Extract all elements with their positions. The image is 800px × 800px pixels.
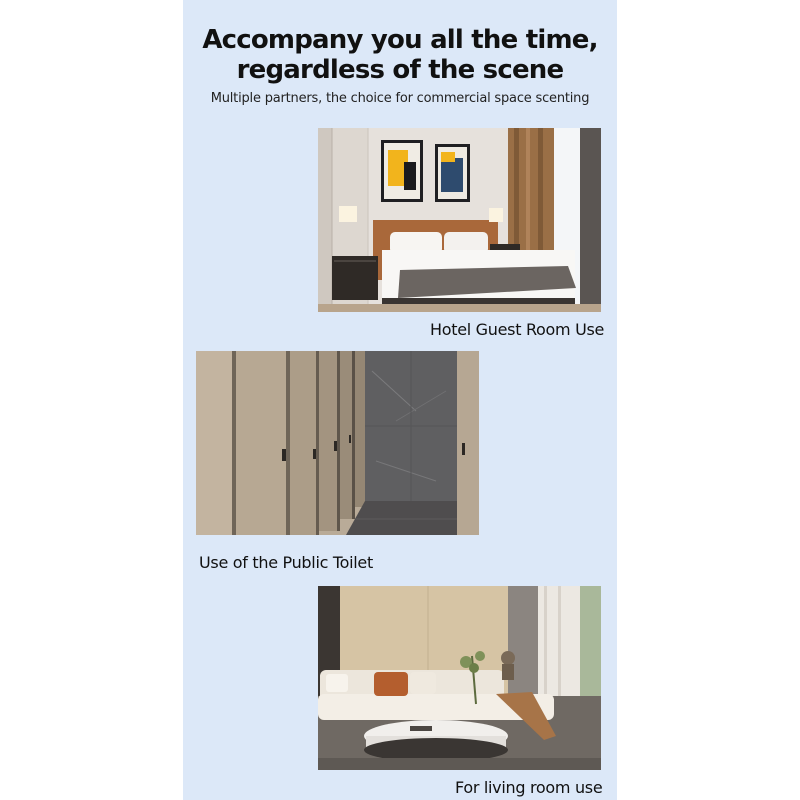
- headline-line-1: Accompany you all the time,: [202, 25, 598, 55]
- subtitle: Multiple partners, the choice for commercial space scenting: [210, 91, 590, 106]
- public-toilet-stalls-photo: [196, 351, 479, 535]
- hotel-bedroom-photo: [318, 128, 601, 312]
- scene-caption-living-room: For living room use: [455, 778, 603, 797]
- living-room-photo: [318, 586, 601, 770]
- scene-caption-toilet: Use of the Public Toilet: [199, 553, 373, 572]
- headline-line-2: regardless of the scene: [236, 55, 564, 85]
- scene-caption-hotel: Hotel Guest Room Use: [430, 320, 605, 339]
